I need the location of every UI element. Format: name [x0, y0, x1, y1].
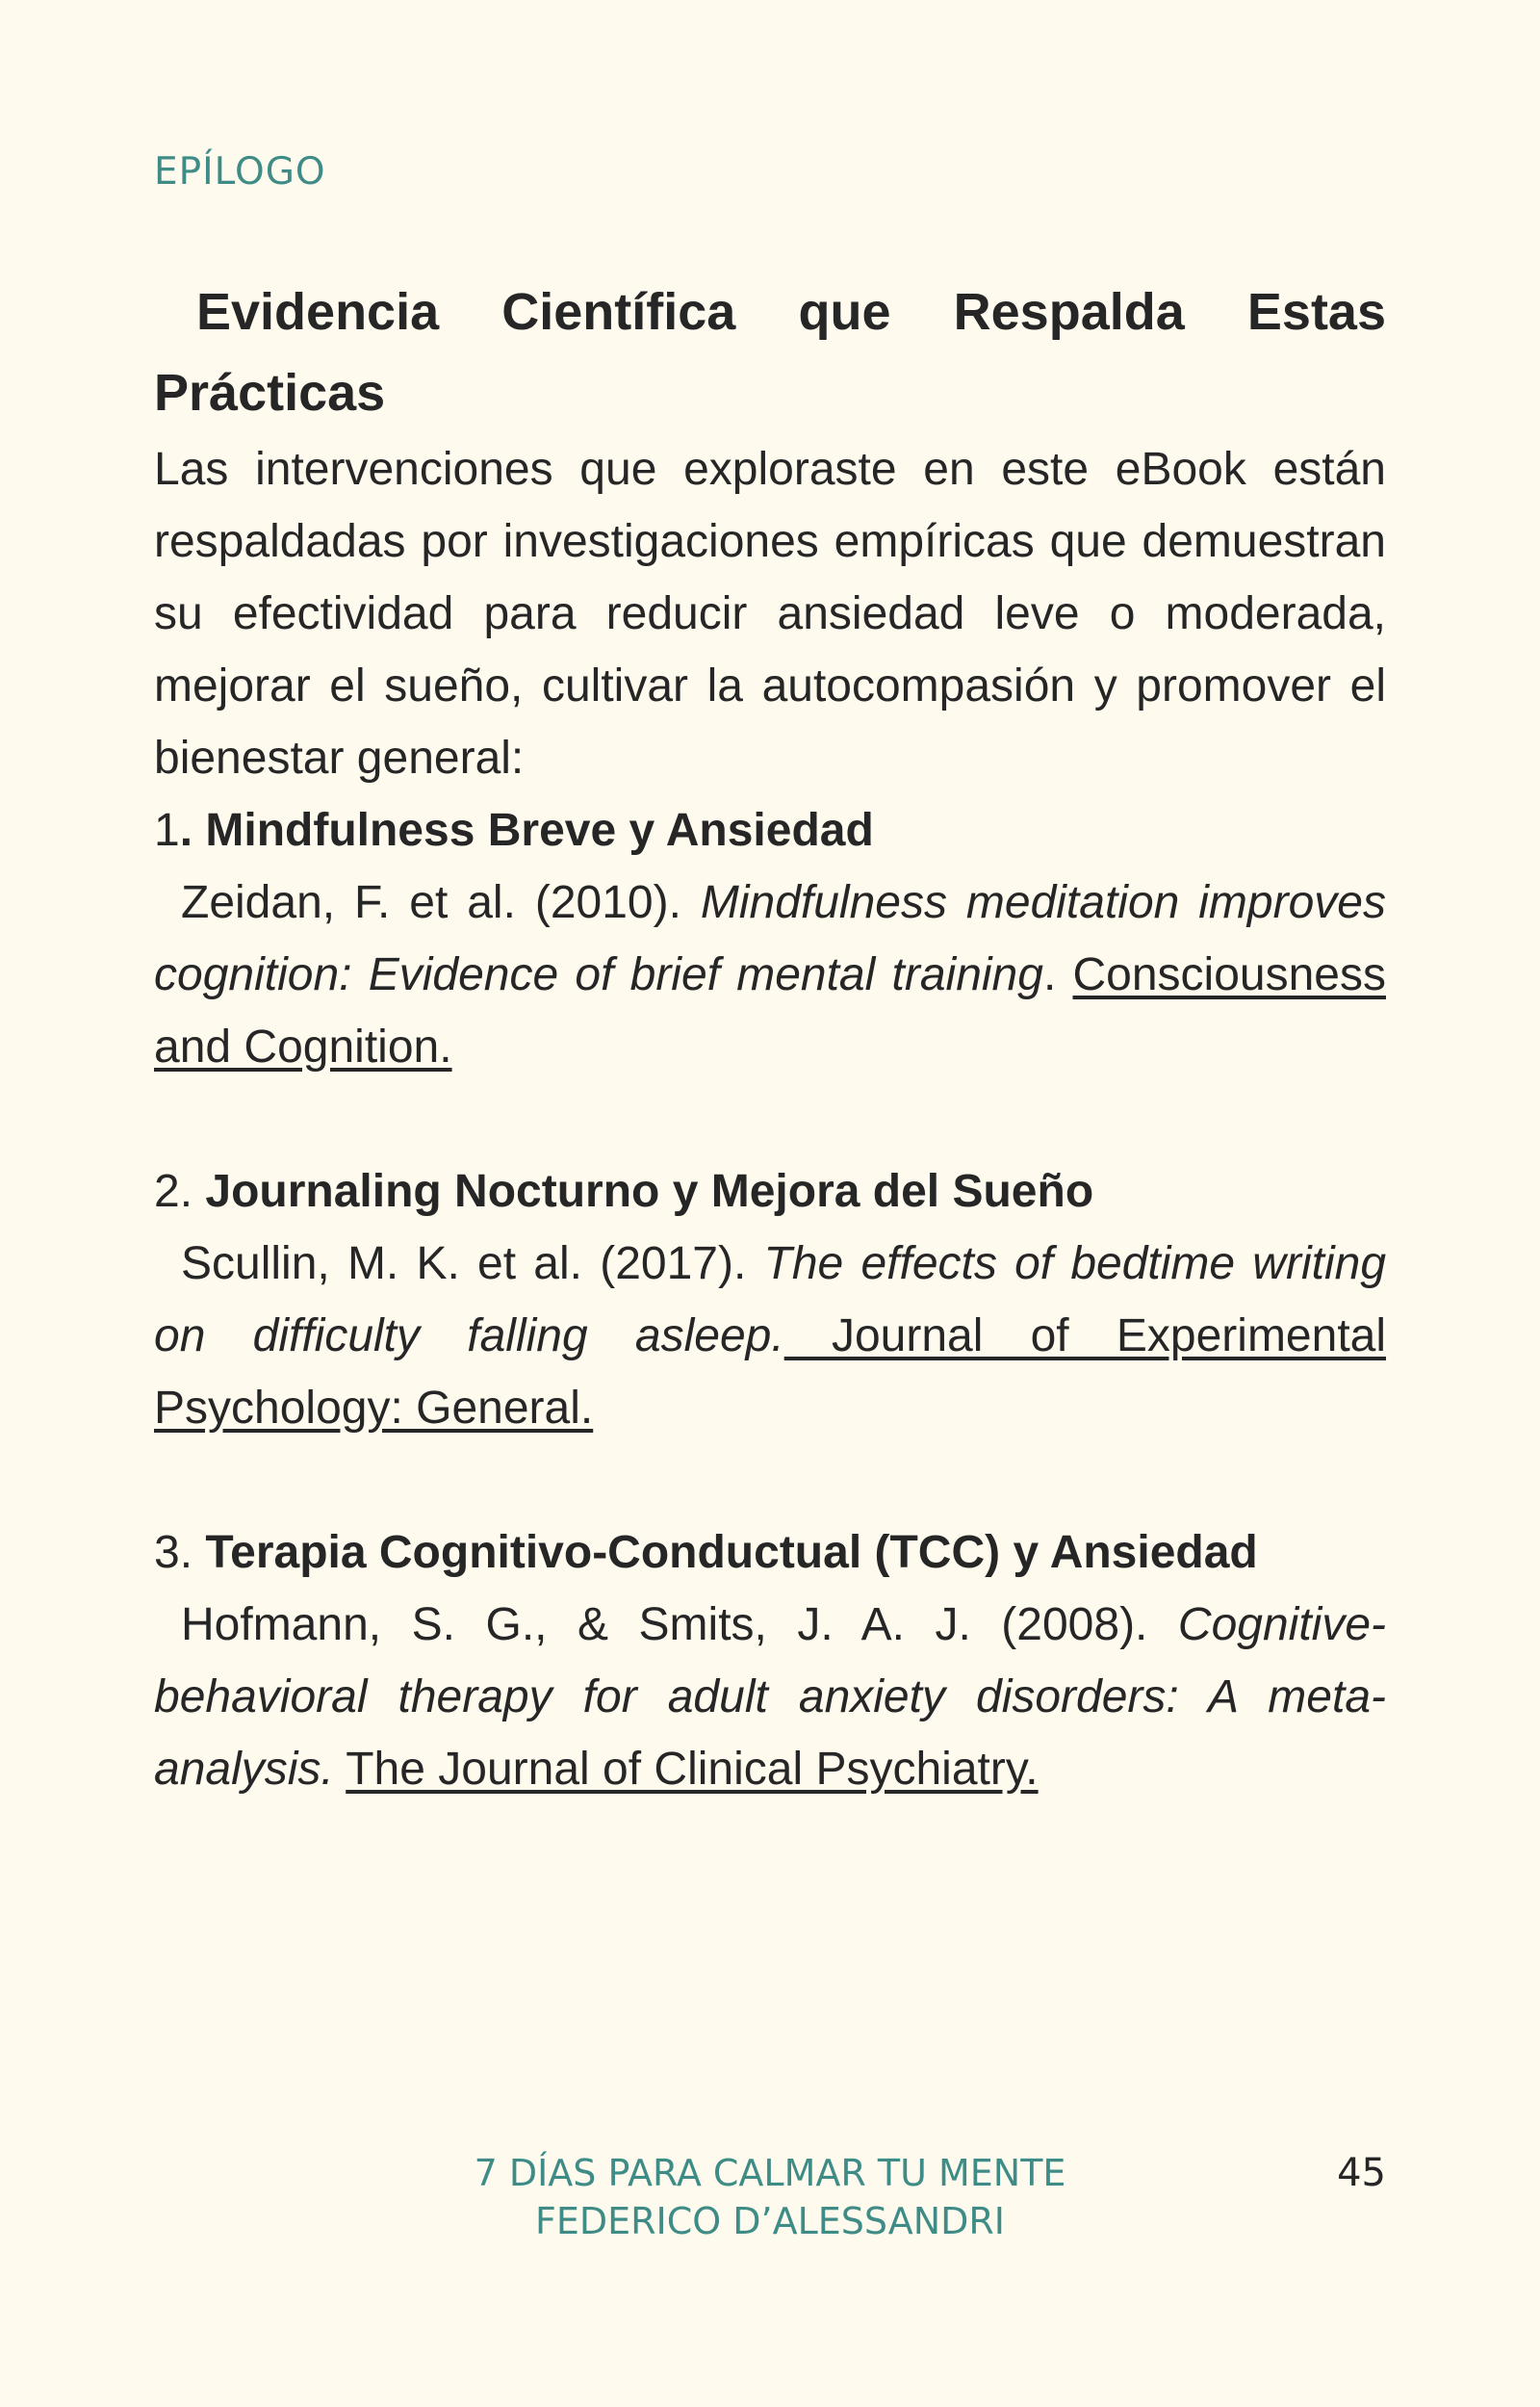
citation-authors: Scullin, M. K. et al. (2017). — [181, 1238, 764, 1289]
intro-paragraph: Las intervenciones que exploraste en este eBook están respaldadas por investigaciones empíricas que demuestran su efectividad para reducir ansiedad leve o moderada, mejorar el sueño, cultivar la autocompasión y promover el bienestar general: — [154, 444, 1386, 784]
item-heading: . Mindfulness Breve y Ansiedad — [179, 805, 874, 856]
section-label: EPÍLOGO — [154, 150, 326, 194]
reference-item-title — [154, 1516, 1386, 1589]
citation-work: Mindfulness meditation improves cognition: Evidence of brief mental training — [154, 877, 1386, 1000]
page-footer — [0, 2149, 1540, 2245]
reference-citation — [154, 1228, 1386, 1444]
item-number: 2. — [154, 1166, 193, 1217]
main-content — [154, 272, 1386, 1805]
citation-separator: . — [1042, 949, 1073, 1000]
page-number: 45 — [1337, 2151, 1386, 2195]
reference-citation — [154, 867, 1386, 1083]
spacer — [154, 1444, 1386, 1516]
citation-separator — [334, 1744, 346, 1795]
reference-item-title — [154, 794, 1386, 867]
citation-source-link[interactable]: Journal of Experimental Psychology: General. — [154, 1310, 1387, 1434]
item-number: 1 — [154, 805, 180, 856]
item-number: 3. — [154, 1527, 193, 1578]
citation-source-link[interactable]: Consciousness and Cognition. — [154, 949, 1386, 1073]
spacer — [154, 1083, 1386, 1155]
item-heading: Terapia Cognitivo-Conductual (TCC) y Ansiedad — [205, 1527, 1258, 1578]
citation-source-link[interactable]: The Journal of Clinical Psychiatry. — [346, 1744, 1039, 1795]
citation-authors: Hofmann, S. G., & Smits, J. A. J. (2008). — [181, 1599, 1178, 1650]
citation-work: Cognitive-behavioral therapy for adult anxiety disorders: A meta-analysis. — [154, 1599, 1386, 1795]
citation-authors: Zeidan, F. et al. (2010). — [181, 877, 701, 928]
footer-book-title: 7 DÍAS PARA CALMAR TU MENTE — [474, 2152, 1066, 2194]
footer-author: FEDERICO D’ALESSANDRI — [534, 2200, 1006, 2242]
page-title: Evidencia Científica que Respalda Estas Prácticas — [154, 283, 1386, 422]
item-heading: Journaling Nocturno y Mejora del Sueño — [205, 1166, 1094, 1217]
citation-work: The effects of bedtime writing on difficulty falling asleep. — [154, 1238, 1387, 1361]
reference-citation — [154, 1589, 1386, 1805]
reference-item-title — [154, 1155, 1386, 1228]
